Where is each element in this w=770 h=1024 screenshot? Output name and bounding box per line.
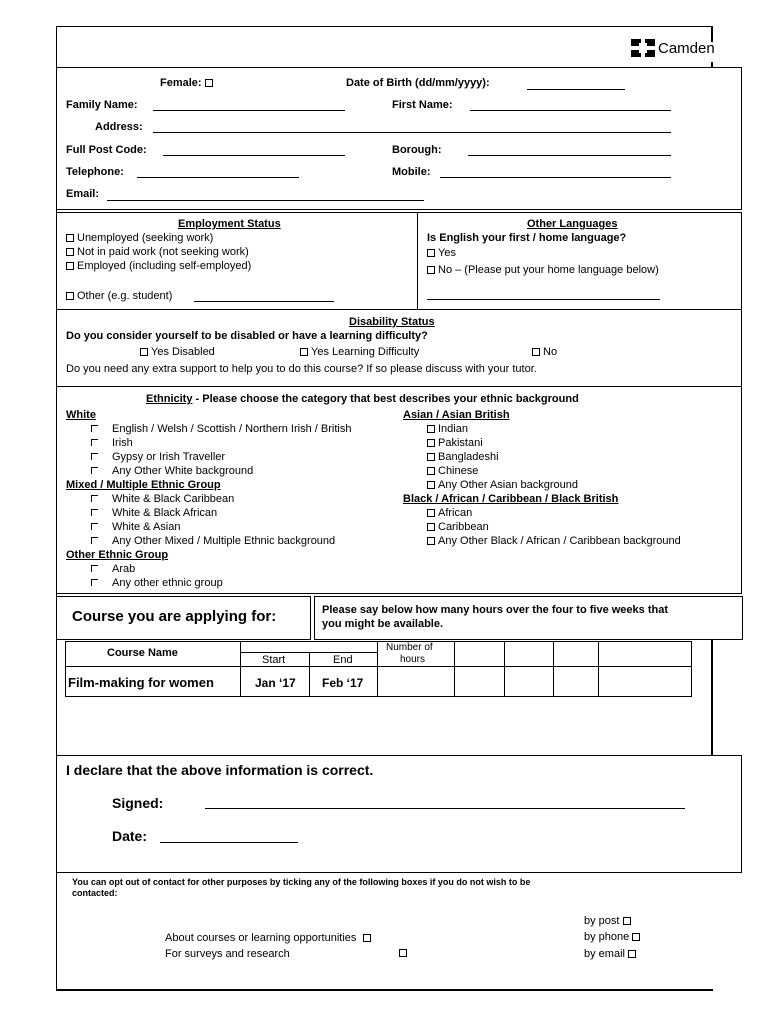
- disability-opt-no[interactable]: No: [532, 346, 557, 358]
- course-header-split: [240, 652, 377, 653]
- optout-intro-2: contacted:: [72, 888, 118, 898]
- optout-surveys-label: For surveys and research: [165, 948, 290, 960]
- email-label: Email:: [66, 188, 100, 200]
- white-option-3[interactable]: Gypsy or Irish Traveller: [91, 451, 225, 463]
- asian-option-4[interactable]: Chinese: [427, 465, 478, 477]
- languages-no[interactable]: No – (Please put your home language below): [427, 264, 659, 276]
- employment-option-3[interactable]: Employed (including self-employed): [66, 260, 251, 272]
- declaration-bottom-border: [56, 872, 742, 873]
- postcode-input[interactable]: [163, 155, 345, 156]
- mixed-option-2[interactable]: White & Black African: [91, 507, 217, 519]
- optout-post-label: by post: [584, 915, 620, 927]
- address-input[interactable]: [153, 132, 671, 133]
- family-name-label: Family Name:: [66, 99, 138, 111]
- white-checkbox-3[interactable]: [91, 453, 98, 460]
- mixed-option-3[interactable]: White & Asian: [91, 521, 180, 533]
- asian-title: Asian / Asian British: [403, 409, 510, 421]
- employment-other-input[interactable]: [194, 301, 334, 302]
- signed-label: Signed:: [112, 795, 164, 811]
- employment-right-border: [741, 212, 742, 310]
- black-option-2[interactable]: Caribbean: [427, 521, 489, 533]
- mixed-checkbox-2[interactable]: [91, 509, 98, 516]
- personal-bottom-border: [56, 209, 742, 210]
- course-row-name: Film-making for women: [68, 675, 214, 690]
- personal-right-border: [741, 67, 742, 209]
- female-checkbox[interactable]: [205, 79, 213, 87]
- mixed-checkbox-4[interactable]: [91, 537, 98, 544]
- optout-intro-1: You can opt out of contact for other purposes by ticking any of the following boxes if you do not wish to be: [72, 877, 531, 887]
- address-label: Address:: [95, 121, 143, 133]
- dob-input[interactable]: [527, 89, 625, 90]
- black-checkbox-2[interactable]: [427, 523, 435, 531]
- disability-bottom-border: [56, 386, 742, 387]
- disability-opt-disabled[interactable]: Yes Disabled: [140, 346, 215, 358]
- employment-top-border: [56, 212, 742, 213]
- personal-top-border: [56, 67, 742, 68]
- optout-courses[interactable]: [165, 932, 374, 944]
- mixed-option-4[interactable]: Any Other Mixed / Multiple Ethnic background: [91, 535, 335, 547]
- declaration-right-border: [741, 755, 742, 873]
- optout-email[interactable]: [584, 948, 639, 960]
- employment-title: Employment Status: [178, 218, 281, 230]
- ethnicity-title-rest: - Please choose the category that best describes your ethnic background: [192, 393, 579, 405]
- white-option-1[interactable]: English / Welsh / Scottish / Northern Irish / British: [91, 423, 351, 435]
- frame-left: [56, 26, 57, 991]
- disability-disabled-checkbox[interactable]: [140, 348, 148, 356]
- course-col-7: [598, 641, 599, 697]
- support-question: Do you need any extra support to help you to do this course? If so please discuss with your tutor.: [66, 363, 537, 375]
- mobile-input[interactable]: [440, 177, 671, 178]
- optout-surveys-checkbox[interactable]: [399, 949, 407, 957]
- asian-option-5[interactable]: Any Other Asian background: [427, 479, 578, 491]
- employment-option-2[interactable]: Not in paid work (not seeking work): [66, 246, 249, 258]
- other-ethnic-checkbox-1[interactable]: [91, 565, 98, 572]
- ethnicity-right-border: [741, 386, 742, 594]
- hours-note-line-2: you might be available.: [322, 618, 444, 630]
- employment-divider: [417, 212, 418, 310]
- signature-input[interactable]: [205, 808, 685, 809]
- col-hours-line-1: Number of: [386, 642, 433, 653]
- email-input[interactable]: [107, 200, 424, 201]
- optout-courses-checkbox[interactable]: [363, 934, 371, 942]
- camden-logo-icon: [630, 38, 656, 58]
- employment-checkbox-3[interactable]: [66, 262, 74, 270]
- borough-input[interactable]: [468, 155, 671, 156]
- languages-question: Is English your first / home language?: [427, 232, 627, 244]
- mixed-checkbox-3[interactable]: [91, 523, 98, 530]
- course-col-5: [504, 641, 505, 697]
- languages-yes-checkbox[interactable]: [427, 249, 435, 257]
- ethnicity-title-underlined: Ethnicity: [146, 393, 193, 405]
- languages-yes[interactable]: Yes: [427, 247, 456, 259]
- black-option-1[interactable]: African: [427, 507, 472, 519]
- ethnicity-title: [146, 393, 579, 405]
- asian-checkbox-5[interactable]: [427, 481, 435, 489]
- course-col-2: [309, 652, 310, 697]
- course-row-end: Feb ‘17: [322, 676, 364, 690]
- disability-opt-learning[interactable]: Yes Learning Difficulty: [300, 346, 419, 358]
- asian-option-1[interactable]: Indian: [427, 423, 468, 435]
- asian-checkbox-2[interactable]: [427, 439, 435, 447]
- asian-checkbox-3[interactable]: [427, 453, 435, 461]
- postcode-label: Full Post Code:: [66, 144, 147, 156]
- other-ethnic-option-2[interactable]: Any other ethnic group: [91, 577, 223, 589]
- employment-bottom-border: [56, 309, 742, 310]
- employment-checkbox-2[interactable]: [66, 248, 74, 256]
- first-name-label: First Name:: [392, 99, 453, 111]
- course-col-1: [240, 641, 241, 697]
- declaration-top-border: [56, 755, 742, 756]
- frame-top: [56, 26, 712, 27]
- hours-note-line-1: Please say below how many hours over the four to five weeks that: [322, 604, 668, 616]
- employment-option-1[interactable]: Unemployed (seeking work): [66, 232, 213, 244]
- black-option-3[interactable]: Any Other Black / African / Caribbean background: [427, 535, 681, 547]
- optout-post[interactable]: [584, 915, 634, 927]
- col-hours-line-2: hours: [400, 654, 426, 665]
- course-col-4: [454, 641, 455, 697]
- employment-checkbox-other[interactable]: [66, 292, 74, 300]
- asian-checkbox-4[interactable]: [427, 467, 435, 475]
- mixed-checkbox-1[interactable]: [91, 495, 98, 502]
- white-option-4[interactable]: Any Other White background: [91, 465, 253, 477]
- black-checkbox-1[interactable]: [427, 509, 435, 517]
- logo-text: Camden: [658, 39, 715, 57]
- white-checkbox-1[interactable]: [91, 425, 98, 432]
- optout-courses-label: About courses or learning opportunities: [165, 932, 357, 944]
- frame-bottom: [56, 989, 713, 991]
- ethnicity-bottom-border: [56, 593, 742, 594]
- employment-checkbox-1[interactable]: [66, 234, 74, 242]
- black-checkbox-3[interactable]: [427, 537, 435, 545]
- languages-no-checkbox[interactable]: [427, 266, 435, 274]
- date-label: Date:: [112, 828, 148, 844]
- optout-phone-label: by phone: [584, 931, 630, 943]
- asian-checkbox-1[interactable]: [427, 425, 435, 433]
- mixed-title: Mixed / Multiple Ethnic Group: [66, 479, 221, 491]
- white-checkbox-2[interactable]: [91, 439, 98, 446]
- disability-right-border: [741, 309, 742, 387]
- date-input[interactable]: [160, 842, 298, 843]
- other-ethnic-title: Other Ethnic Group: [66, 549, 169, 561]
- family-name-input[interactable]: [153, 110, 345, 111]
- optout-phone[interactable]: [584, 931, 643, 943]
- white-title: White: [66, 409, 96, 421]
- other-ethnic-option-1[interactable]: Arab: [91, 563, 135, 575]
- white-checkbox-4[interactable]: [91, 467, 98, 474]
- course-right-border: [711, 640, 713, 755]
- course-hours-input[interactable]: [378, 667, 454, 696]
- camden-logo: [630, 38, 715, 58]
- home-language-input[interactable]: [427, 299, 660, 300]
- mobile-label: Mobile:: [392, 166, 431, 178]
- disability-question: Do you consider yourself to be disabled or have a learning difficulty?: [66, 330, 428, 342]
- other-ethnic-checkbox-2[interactable]: [91, 579, 98, 586]
- borough-label: Borough:: [392, 144, 442, 156]
- dob-label: Date of Birth (dd/mm/yyyy):: [346, 77, 490, 89]
- black-title: Black / African / Caribbean / Black British: [403, 493, 619, 505]
- disability-no-checkbox[interactable]: [532, 348, 540, 356]
- declaration-text: I declare that the above information is correct.: [66, 762, 374, 778]
- course-row-start: Jan ‘17: [255, 676, 296, 690]
- telephone-input[interactable]: [137, 177, 299, 178]
- mixed-option-1[interactable]: White & Black Caribbean: [91, 493, 234, 505]
- col-course-name: Course Name: [107, 647, 178, 659]
- optout-email-checkbox[interactable]: [628, 950, 636, 958]
- female-field[interactable]: [160, 77, 216, 89]
- optout-email-label: by email: [584, 948, 625, 960]
- asian-option-2[interactable]: Pakistani: [427, 437, 483, 449]
- col-end: End: [333, 654, 353, 666]
- white-option-2[interactable]: Irish: [91, 437, 133, 449]
- female-label: Female:: [160, 77, 202, 89]
- telephone-label: Telephone:: [66, 166, 124, 178]
- optout-phone-checkbox[interactable]: [632, 933, 640, 941]
- course-col-6: [553, 641, 554, 697]
- languages-title: Other Languages: [527, 218, 618, 230]
- disability-learning-checkbox[interactable]: [300, 348, 308, 356]
- course-heading: Course you are applying for:: [72, 608, 277, 625]
- employment-option-other[interactable]: Other (e.g. student): [66, 290, 172, 302]
- asian-option-3[interactable]: Bangladeshi: [427, 451, 499, 463]
- disability-title: Disability Status: [349, 316, 435, 328]
- optout-post-checkbox[interactable]: [623, 917, 631, 925]
- col-start: Start: [262, 654, 286, 666]
- first-name-input[interactable]: [470, 110, 671, 111]
